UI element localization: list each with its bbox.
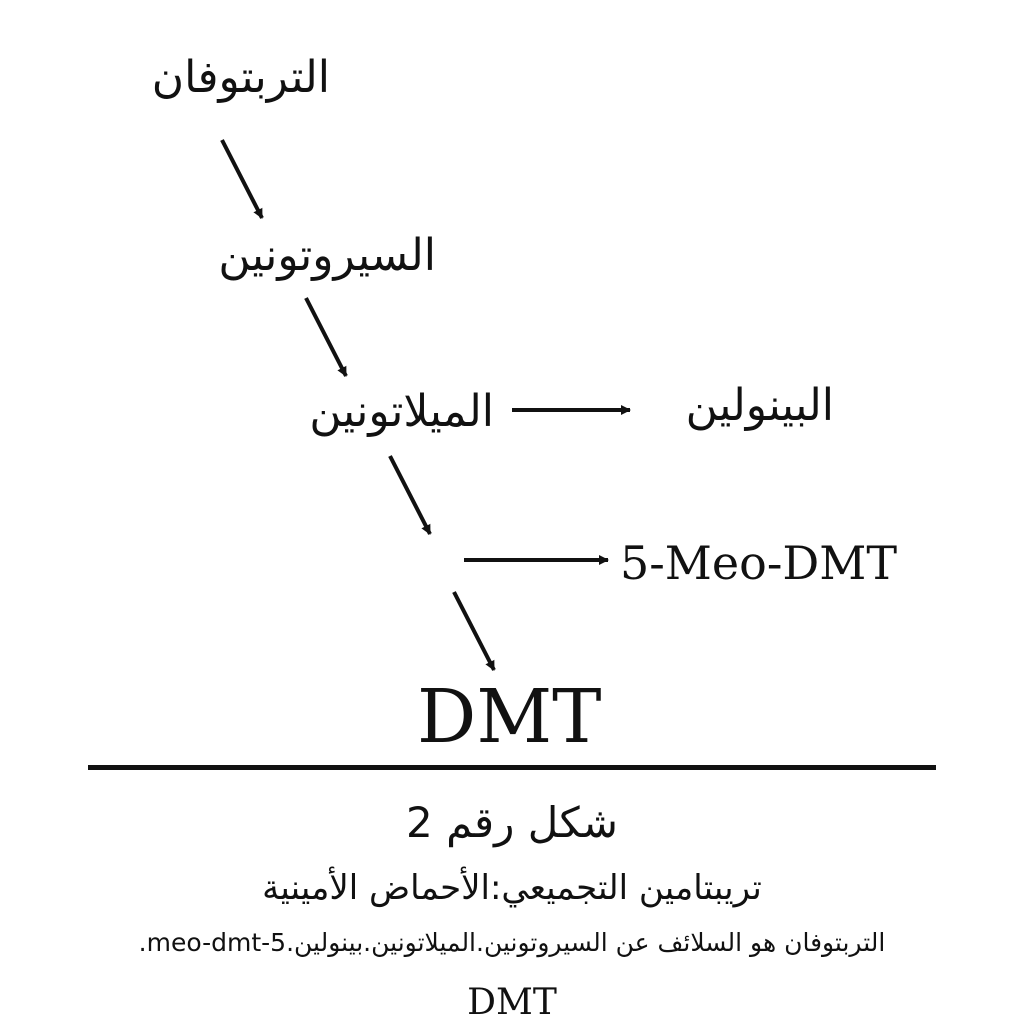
node-dmt: DMT — [417, 674, 602, 760]
caption-divider — [88, 765, 936, 770]
figure-subtitle: تريبتامين التجميعي:الأحماض الأمينية — [262, 868, 762, 908]
node-melatonin: الميلاتونين — [309, 386, 494, 437]
node-pinoline: البينولين — [685, 380, 834, 431]
arrow-serotonin-to-melatonin — [306, 298, 346, 376]
figure-description: التربتوفان هو السلائف عن السيروتونين.الميلاتونين.بينولين.meo-dmt-5. — [138, 928, 886, 957]
arrow-tryptophan-to-serotonin — [222, 140, 262, 218]
figure-description-line2: DMT — [467, 982, 557, 1023]
node-tryptophan: التربتوفان — [151, 52, 330, 103]
figure-label: شكل رقم 2 — [406, 798, 618, 847]
arrow-melatonin-to-branch — [390, 456, 430, 534]
node-5-meo-dmt: 5-Meo-DMT — [620, 536, 898, 590]
arrow-branch-to-dmt — [454, 592, 494, 670]
node-serotonin: السيروتونين — [218, 230, 436, 281]
